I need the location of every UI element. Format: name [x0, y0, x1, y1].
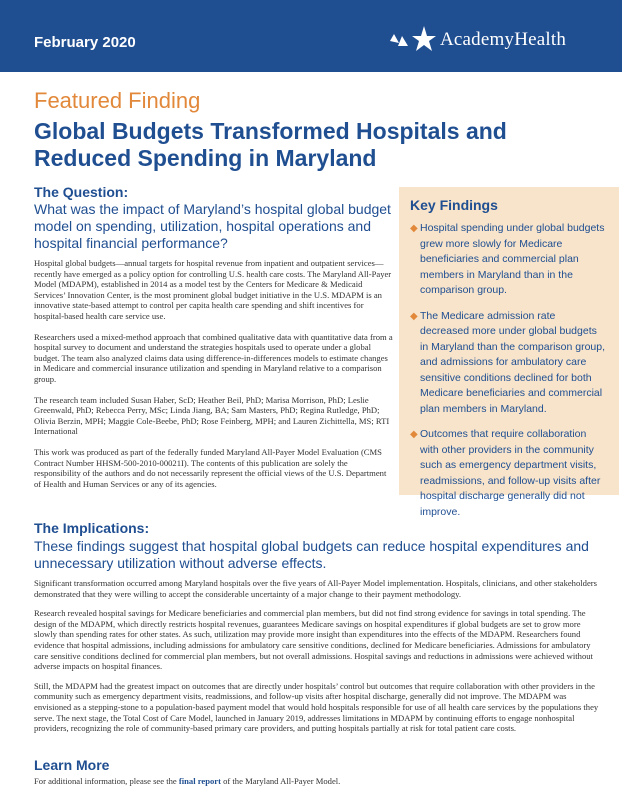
key-finding-text: Hospital spending under global budgets grew more slowly for Medicare beneficiaries and commercial plan members in Maryland than in the comparison group.: [420, 222, 605, 296]
learn-more-prefix: For additional information, please see the: [34, 776, 179, 786]
question-paragraph: This work was produced as part of the federally funded Maryland All-Payer Model Evaluation (CMS Contract Number HHSM-500-2010-00021I). The contents of this publication are solely the responsibility of the authors and do not necessarily represent the official views of the U.S. Department of Health and Human Services or any of its agencies.: [34, 446, 387, 489]
implications-paragraph: Research revealed hospital savings for Medicare beneficiaries and commercial plan members, but did not find strong evidence for savings in total spending. The design of the MDAPM, which directly restricts hospital revenues, guarantees Medicare savings on hospital expenditures if global budgets are set to grow more slowly than spending rates for other states. As such, utilization may provide more insight than expenditures into the effects of the MDAPM. Researchers found evidence that hospital admissions, including admissions for ambulatory care sensitive conditions, declined for Medicare beneficiaries. Admissions for ambulatory care sensitive conditions declined for commercial plan members, but not overall admissions. Hospital savings and reductions in admissions were achieved without adverse impacts on hospital finances.: [34, 608, 593, 672]
learn-more-section: [34, 757, 604, 787]
learn-more-heading: Learn More: [34, 757, 110, 773]
learn-more-text: [34, 776, 604, 787]
question-paragraph: Researchers used a mixed-method approach that combined qualitative data with quantitative data from a hospital survey to document and understand the strategies hospitals used to operate under a global budget. The team also analyzed claims data using difference-in-differences models to estimate changes in Medicare and commercial insurance utilization and spending in Maryland relative to a comparison group.: [34, 331, 393, 384]
key-finding-item: [410, 221, 607, 299]
final-report-link[interactable]: final report: [178, 776, 221, 786]
page-title: Global Budgets Transformed Hospitals and Reduced Spending in Maryland: [34, 118, 507, 171]
implications-paragraph: Significant transformation occurred among Maryland hospitals over the five years of All-Payer Model implementation. Hospitals, clinicians, and other stakeholders demonstrated that they were willing to accept the considerable uncertainty of a major change to their payment methodology.: [34, 578, 597, 599]
question-section: [34, 184, 394, 499]
key-finding-item: [410, 309, 607, 418]
key-findings-title: Key Findings: [410, 197, 498, 213]
diamond-bullet-icon: ◆: [410, 310, 418, 322]
key-finding-text: Outcomes that require collaboration with other providers in the community such as emergency department visits, readmissions, and follow-up visits after hospital discharge generally did not improve.: [420, 428, 601, 518]
publication-date: February 2020: [34, 34, 136, 51]
question-paragraph: The research team included Susan Haber, ScD; Heather Beil, PhD; Marisa Morrison, PhD; Leslie Greenwald, PhD; Rebecca Perry, MSc; Linda Jiang, BA; Sam Masters, PhD; Regina Rutledge, PhD; Olivia Berzin, MPH; Maggie Cole-Beebe, PhD; Rose Feinberg, MPH; and Lauren Zichittella, MS; RTI International: [34, 394, 390, 437]
implications-lead: These findings suggest that hospital global budgets can reduce hospital expenditures and unnecessary utilization without adverse effects.: [34, 538, 589, 571]
logo-wordmark: AcademyHealth: [440, 29, 567, 50]
page-header: [0, 0, 622, 72]
featured-finding-label: Featured Finding: [34, 88, 201, 113]
diamond-bullet-icon: ◆: [410, 223, 418, 234]
implications-paragraph: Still, the MDAPM had the greatest impact on outcomes that are directly under hospitals’ control but outcomes that require collaboration with other providers in the community such as emergency department visits, readmissions, and follow-up visits after hospital discharge, generally did not improve. The MDAPM was envisioned as a stepping-stone to a population-based payment model that would hold hospitals responsible for use of all health care services by the populations they serve. The next stage, the Total Cost of Care Model, launched in January 2019, addresses limitations in MDAPM by continuing efforts to engage nonhospital providers, recognizing the role of community-based primary care providers, and putting hospitals partially at risk for total patient care costs.: [34, 680, 599, 734]
implications-heading: The Implications:: [34, 520, 150, 536]
key-finding-text: The Medicare admission rate decreased more under global budgets in Maryland than the comparison group, and admissions for ambulatory care sensitive conditions declined for both Medicare beneficiaries and commercial plan members in Maryland.: [420, 309, 606, 415]
learn-more-suffix: of the Maryland All-Payer Model.: [220, 776, 341, 786]
key-finding-item: [410, 427, 607, 520]
academyhealth-logo[interactable]: [390, 24, 566, 56]
logo-stars-icon: [390, 26, 436, 54]
question-heading: The Question:: [34, 184, 129, 200]
key-findings-box: [399, 187, 619, 518]
question-lead: What was the impact of Maryland’s hospital global budget model on spending, utilization, hospital operations and hospital financial performance?: [34, 201, 391, 251]
key-findings-list: [410, 221, 607, 520]
question-paragraph: Hospital global budgets—annual targets for hospital revenue from inpatient and outpatient services—recently have emerged as a policy option for controlling U.S. health care costs. The Maryland All-Payer Model (MDAPM), established in 2014 as a model test by the Centers for Medicare & Medicaid Services’ Innovation Center, is the most prominent global budget initiative in the U.S. MDAPM is an innovative state-based attempt to control per capita health care spending and shift incentives for hospital-based health care service use.: [34, 258, 392, 321]
diamond-bullet-icon: ◆: [410, 429, 418, 440]
implications-section: [34, 520, 604, 743]
